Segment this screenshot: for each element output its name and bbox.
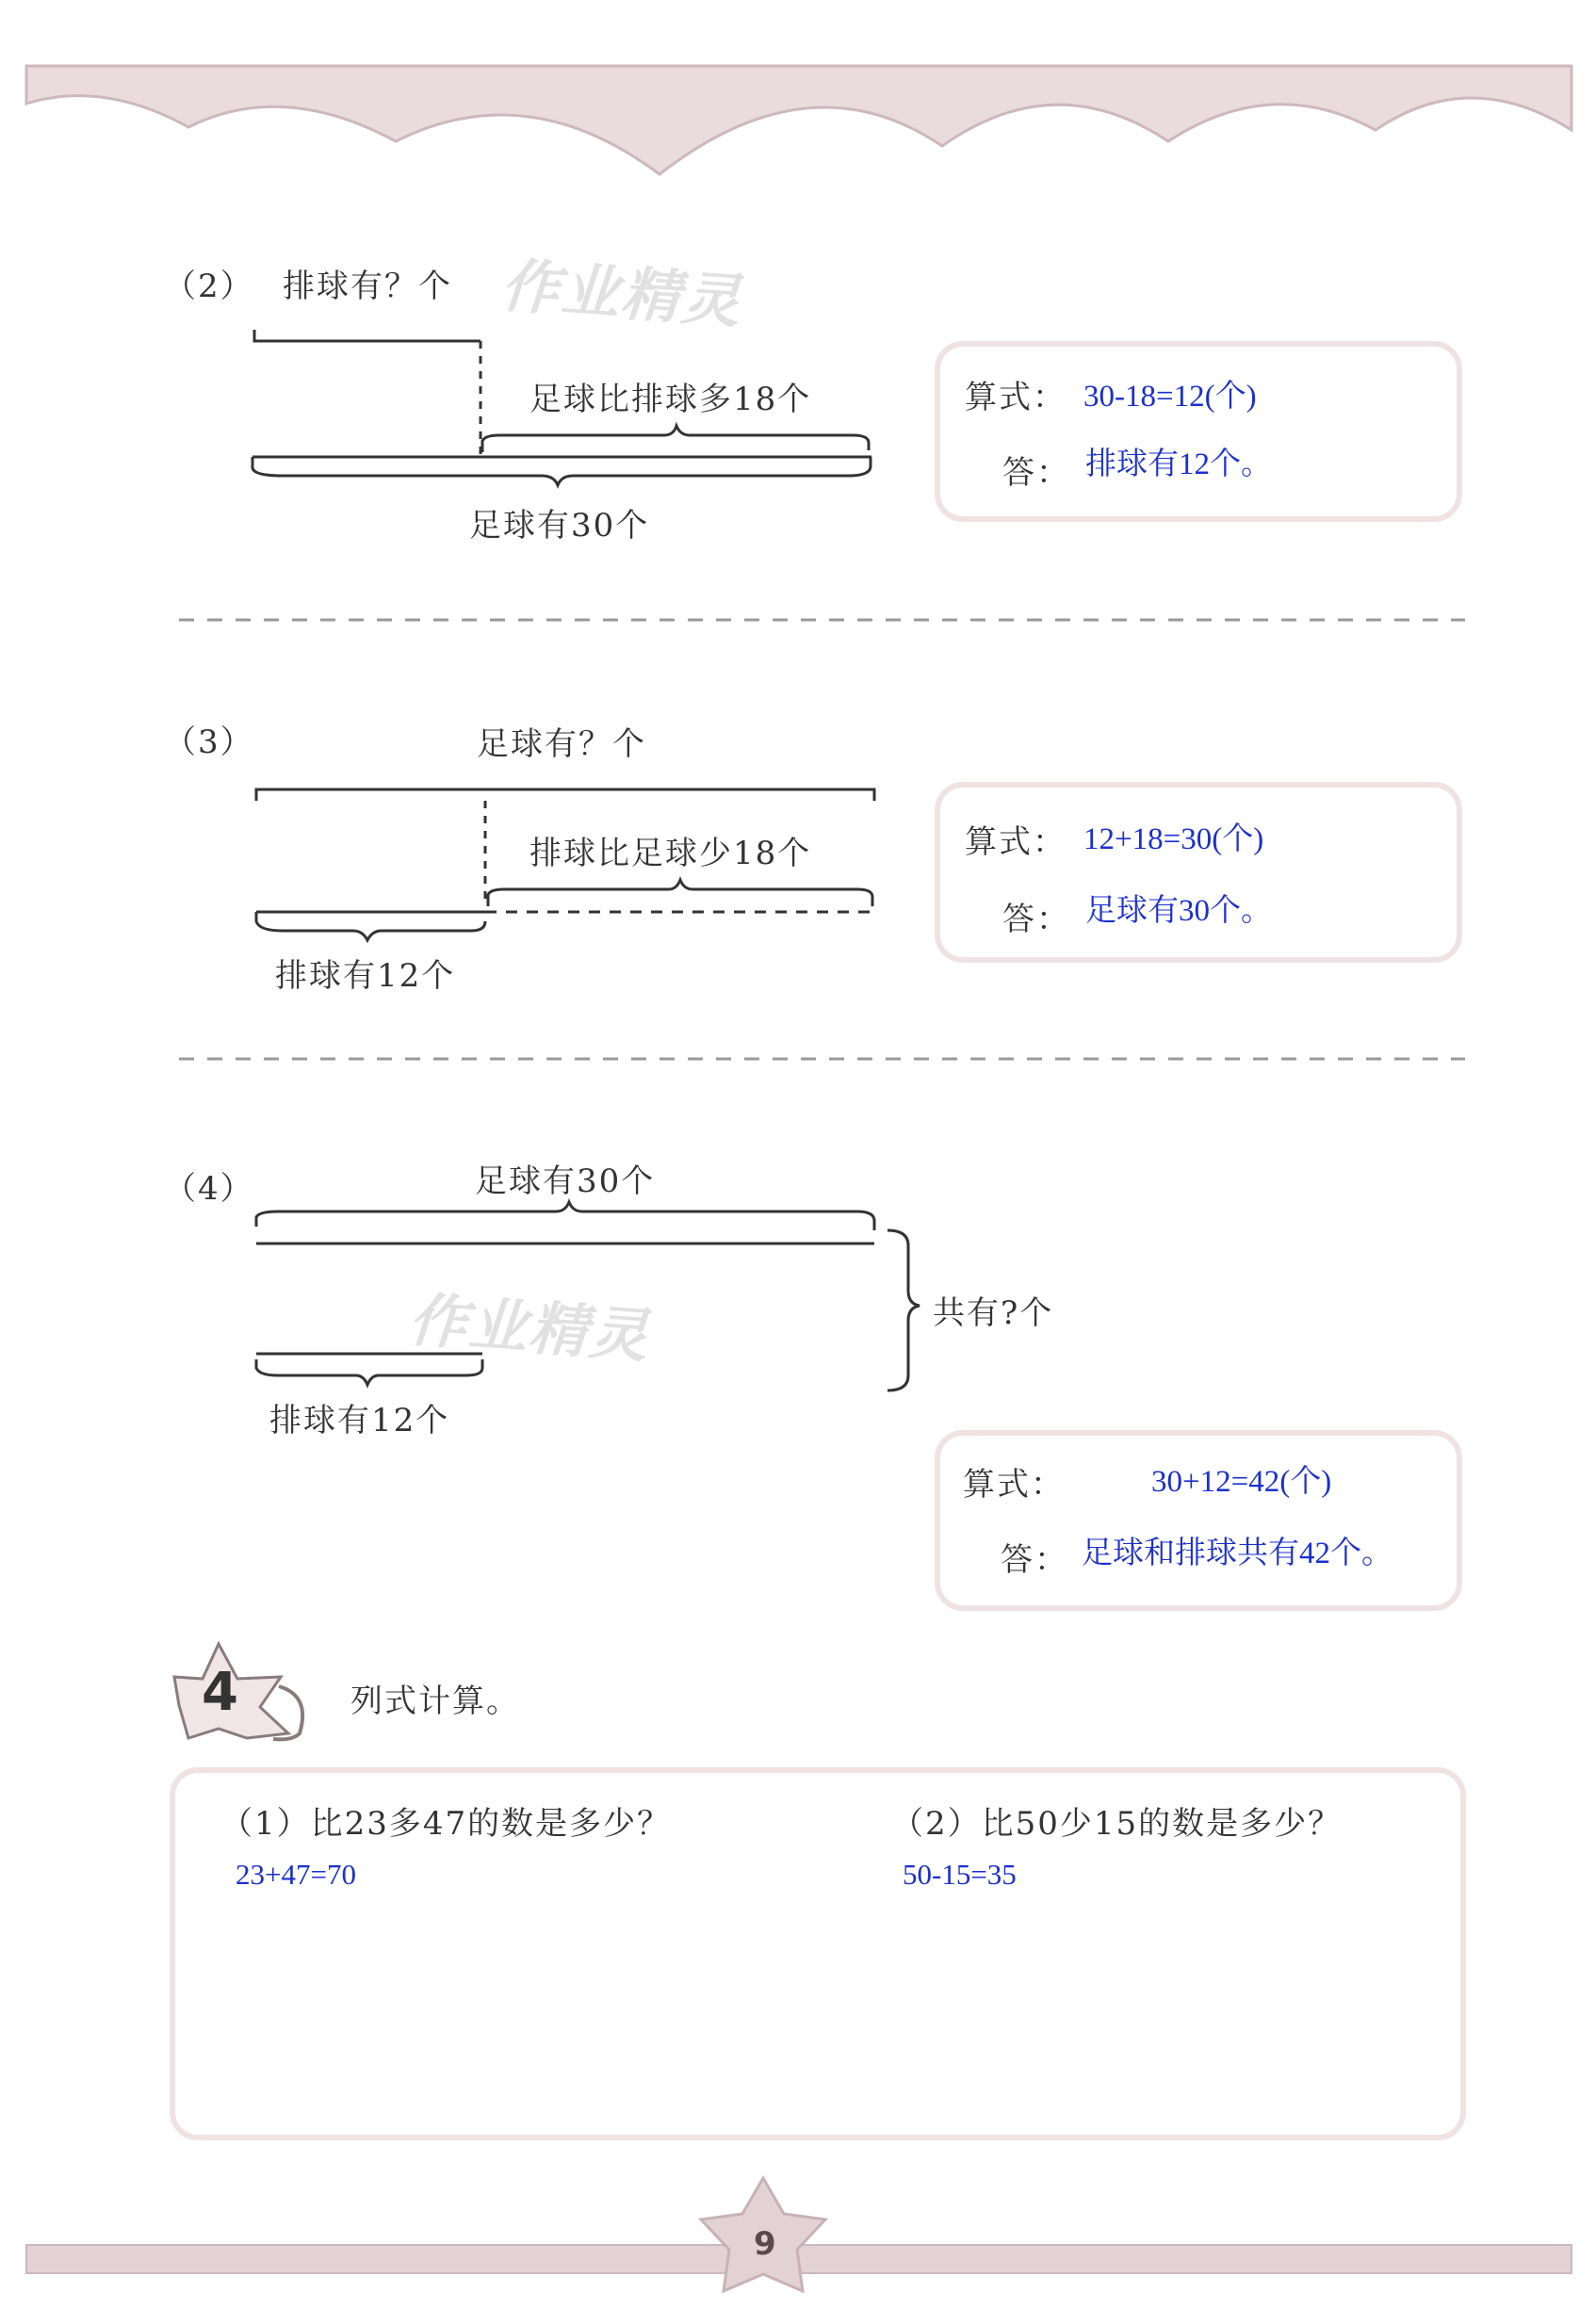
answer-3: 足球有30个。	[1085, 894, 1272, 928]
formula-label-3: 算式：	[965, 823, 1067, 861]
answer-label-2: 答：	[1002, 454, 1070, 492]
watermark-2: 作业精灵	[406, 1285, 652, 1371]
formula-4: 30+12=42(个)	[1151, 1465, 1332, 1499]
answer-label-3: 答：	[1002, 901, 1070, 938]
problem-2-index: （2）	[164, 268, 254, 305]
problem-3-diff-label: 排球比足球少18个	[529, 835, 812, 872]
section4-answer-1: 23+47=70	[236, 1858, 356, 1891]
problem-3-index: （3）	[164, 724, 254, 761]
formula-label-4: 算式：	[963, 1466, 1065, 1504]
answer-box-2	[935, 341, 1462, 522]
section4-title: 列式计算。	[350, 1683, 520, 1720]
problem-3-bottom-label: 排球有12个	[275, 957, 456, 995]
watermark-1: 作业精灵	[498, 251, 744, 336]
section4-number: 4	[202, 1662, 238, 1723]
formula-2: 30-18=12(个)	[1083, 380, 1257, 414]
formula-3: 12+18=30(个)	[1083, 822, 1264, 856]
page-number: 9	[754, 2225, 776, 2263]
problem-2-diff-label: 足球比排球多18个	[529, 381, 812, 418]
section4-question-2: （2）比50少15的数是多少？	[891, 1805, 1343, 1843]
answer-4: 足球和排球共有42个。	[1082, 1537, 1392, 1570]
problem-4-index: （4）	[164, 1170, 254, 1208]
answer-label-4: 答：	[1001, 1541, 1068, 1579]
problem-2-top-label: 排球有？个	[283, 268, 452, 305]
formula-label-2: 算式：	[965, 379, 1067, 416]
problem-3-top-label: 足球有？个	[477, 725, 646, 763]
problem-4-bottom-label: 排球有12个	[269, 1402, 450, 1439]
problem-2-bottom-label: 足球有30个	[469, 507, 650, 545]
problem-4-total-label: 共有?个	[933, 1294, 1054, 1332]
section4-answer-2: 50-15=35	[903, 1858, 1017, 1891]
answer-2: 排球有12个。	[1085, 447, 1272, 481]
top-scallop-border	[26, 66, 1572, 174]
section4-question-1: （1）比23多47的数是多少？	[220, 1805, 672, 1843]
problem-4-top-label: 足球有30个	[475, 1163, 656, 1200]
